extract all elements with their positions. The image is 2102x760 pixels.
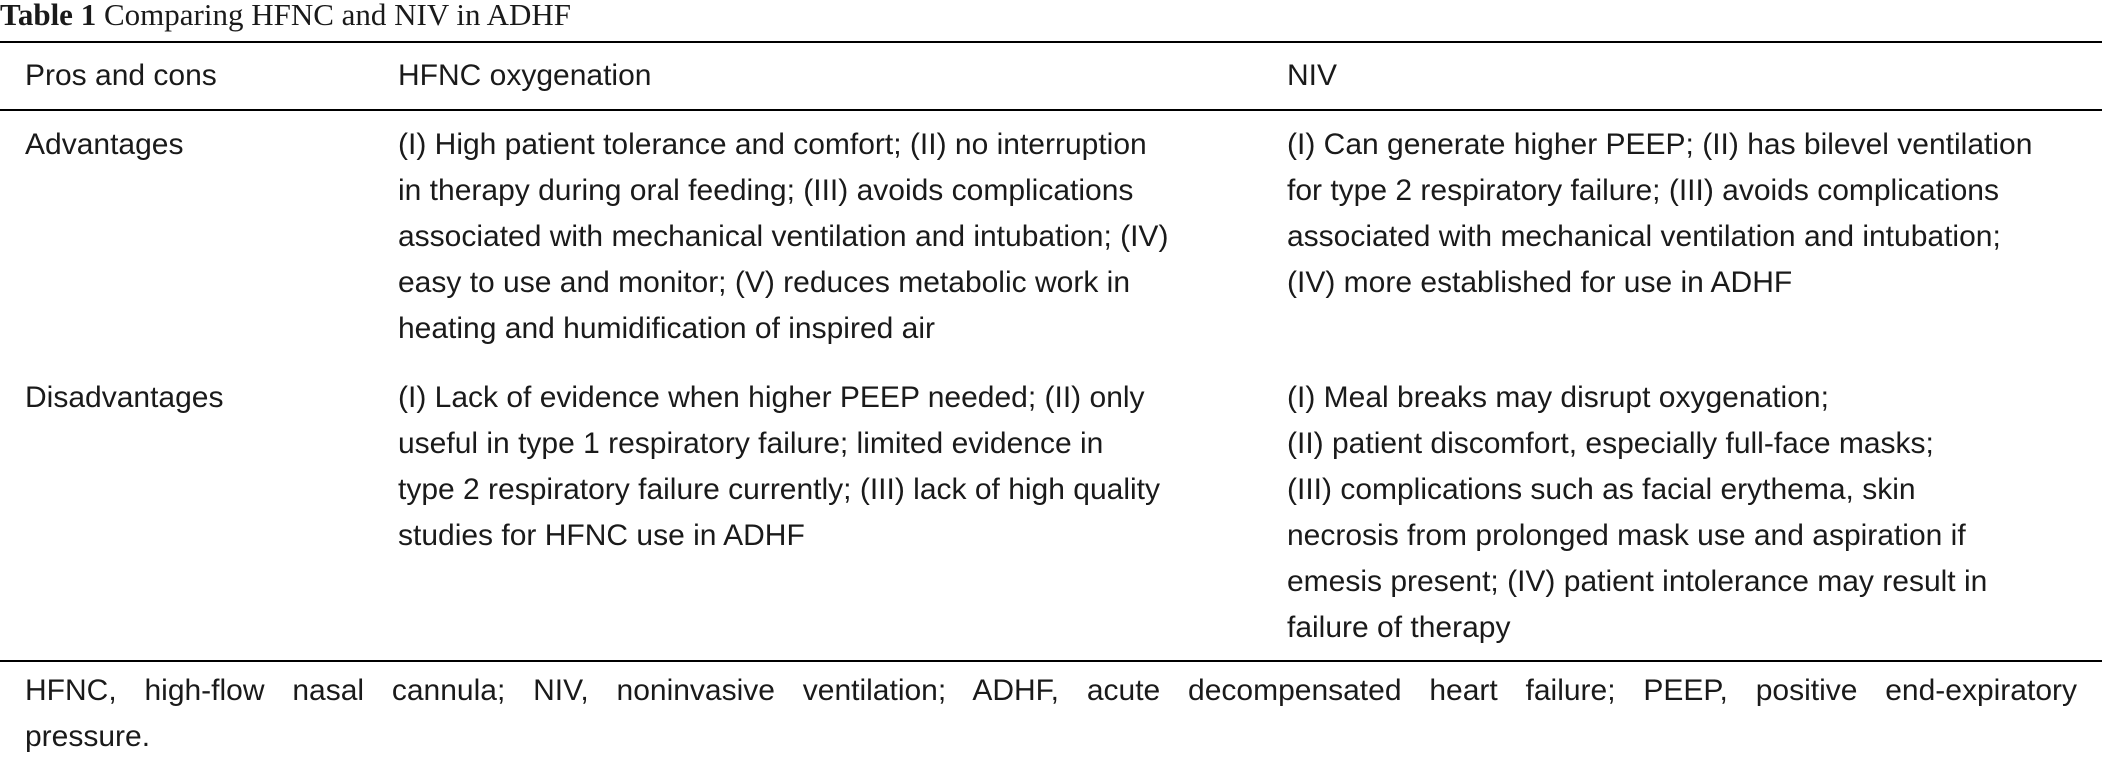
table-top-rule xyxy=(0,41,2102,43)
header-hfnc-oxygenation: HFNC oxygenation xyxy=(398,59,652,92)
text-line: in therapy during oral feeding; (III) avoids complications xyxy=(398,174,1134,207)
text-line: associated with mechanical ventilation and intubation; (IV) xyxy=(398,220,1169,253)
header-pros-and-cons: Pros and cons xyxy=(25,59,217,92)
cell-advantages-hfnc xyxy=(398,122,1168,352)
text-line: (III) complications such as facial erythema, skin xyxy=(1287,473,1916,506)
row-label-advantages: Advantages xyxy=(25,128,184,161)
text-line: (IV) more established for use in ADHF xyxy=(1287,266,1793,299)
text-line: associated with mechanical ventilation and intubation; xyxy=(1287,220,2001,253)
table-caption xyxy=(0,0,571,40)
row-label-disadvantages: Disadvantages xyxy=(25,381,224,414)
text-line: heating and humidification of inspired air xyxy=(398,312,935,345)
table-caption-title: Comparing HFNC and NIV in ADHF xyxy=(103,0,571,32)
header-niv: NIV xyxy=(1287,59,1338,92)
text-line: failure of therapy xyxy=(1287,611,1511,644)
cell-disadvantages-hfnc xyxy=(398,375,1160,559)
cell-advantages-niv xyxy=(1287,122,2032,306)
text-line: useful in type 1 respiratory failure; limited evidence in xyxy=(398,427,1104,460)
text-line: (I) Can generate higher PEEP; (II) has bilevel ventilation xyxy=(1287,128,2033,161)
text-line: studies for HFNC use in ADHF xyxy=(398,519,805,552)
table-bottom-rule xyxy=(0,660,2102,662)
text-line: (II) patient discomfort, especially full-face masks; xyxy=(1287,427,1934,460)
text-line: easy to use and monitor; (V) reduces metabolic work in xyxy=(398,266,1130,299)
table-footnote xyxy=(25,668,2077,760)
cell-disadvantages-niv xyxy=(1287,375,1987,651)
text-line: for type 2 respiratory failure; (III) avoids complications xyxy=(1287,174,1999,207)
text-line: (I) Lack of evidence when higher PEEP needed; (II) only xyxy=(398,381,1145,414)
table-header-rule xyxy=(0,109,2102,111)
text-line: (I) Meal breaks may disrupt oxygenation; xyxy=(1287,381,1829,414)
text-line: type 2 respiratory failure currently; (III) lack of high quality xyxy=(398,473,1160,506)
footnote-line: pressure. xyxy=(25,720,151,753)
footnote-line: HFNC, high-flow nasal cannula; NIV, noninvasive ventilation; ADHF, acute decompensated heart failure; PEEP, positive end-expiratory xyxy=(25,674,2077,707)
text-line: (I) High patient tolerance and comfort; (II) no interruption xyxy=(398,128,1147,161)
table-caption-label: Table 1 xyxy=(0,0,97,32)
text-line: emesis present; (IV) patient intolerance may result in xyxy=(1287,565,1988,598)
text-line: necrosis from prolonged mask use and aspiration if xyxy=(1287,519,1966,552)
